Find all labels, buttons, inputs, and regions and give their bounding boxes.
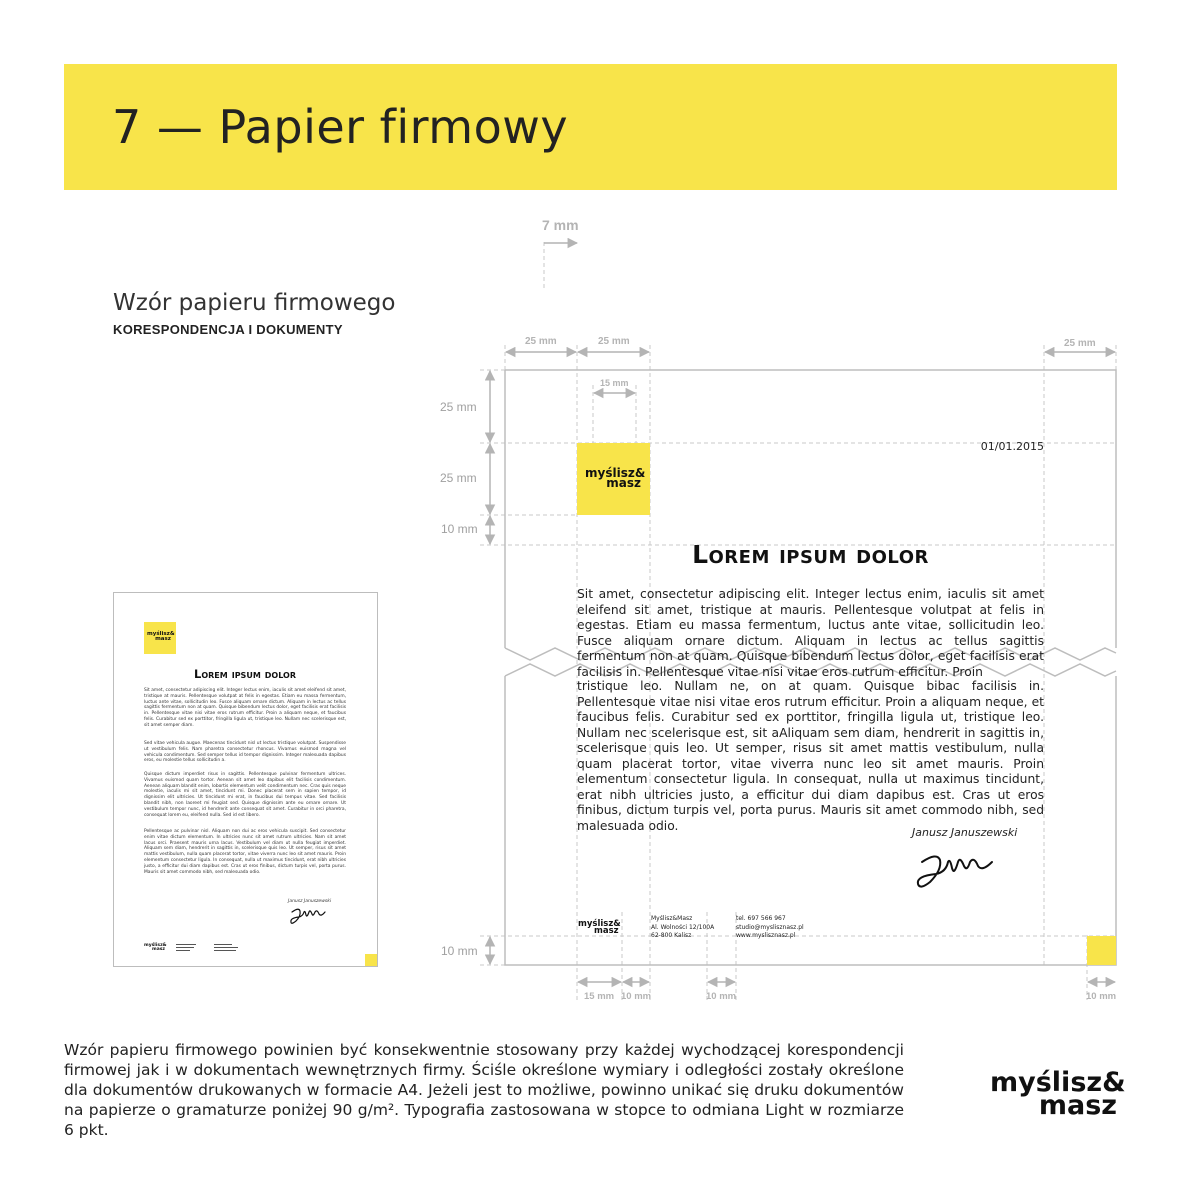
letter-footer-logo: myślisz& masz — [578, 919, 621, 937]
signature-icon — [912, 848, 1002, 893]
brand-logo: myślisz& masz — [990, 1067, 1126, 1121]
letter-body-top: Sit amet, consectetur adipiscing elit. Integer lectus enim, iaculis sit amet eleifend sit amet, tristique at mauris. Pellentesque volutpat at felis in egestas. Etiam eu massa fermentum, luctus ante vitae, sollicitudin leo. Fusce aliquam ornare dictum. Aliquam in lectus ac tellus sagittis fermentum non at quam. Quisque bibendum lectus dolor, eget facilisis erat facilisis in. Pellentesque vitae nisi vitae eros rutrum efficitur. Proin — [577, 587, 1044, 679]
page-title: 7 — Papier firmowy — [112, 100, 569, 154]
letter-title: Lorem ipsum dolor — [692, 540, 929, 569]
preview-footer-logo: myślisz& masz — [144, 943, 167, 952]
preview-paragraph-4: Pellentesque ac pulvinar nisl. Aliquam non dui ac eros vehicula suscipit. Sed consectetur enim vitae dictum elementum. In ultricies nunc sit amet rutrum ultricies. Nam sit amet lacus orci. Praesent mauris urna lacus. Vestibulum vel diam ut nulla feugiat imperdiet. Aliquam sem diam, hendrerit in sagittis in, scelerisque quis leo. Ut semper, risus sit amet mattis vestibulum, nulla quam placerat tortor, vitae viverra nunc leo sit amet mauris. Proin elementum consectetur ligula. In consequat, nulla ut maximus tincidunt, erat nibh ultricies justo, a efficitur dui diam dapibus est. Cras ut eros finibus, dictum turpis vel, porta purus. Mauris sit amet commodo nibh, sed malesuada odio. — [144, 829, 346, 875]
preview-paragraph-1: Sit amet, consectetur adipiscing elit. Integer lectus enim, iaculis sit amet eleifend sit amet, tristique at mauris. Pellentesque volutpat at felis in egestas. Etiam eu massa fermentum, luctus ante vitae, sollicitudin leo. Fusce aliquam ornare dictum. Aliquam in lectus ac tellus sagittis fermentum non at quam. Quisque bibendum lectus dolor, eget facilisis erat facilisis in. Pellentesque vitae nisi vitae eros rutrum efficitur. Proin a aliquam neque, et faucibus felis. Curabitur sed ex porttitor, fringilla ligula ut, tristique leo. Nullam nec scelerisque est, sit amet semper diam. — [144, 688, 346, 728]
dim-right-margin: 25 mm — [1064, 338, 1096, 349]
description-text: Wzór papieru firmowego powinien być konsekwentnie stosowany przy każdej wychodzącej korespondencji firmowej jak i w dokumentach wewnętrznych firmy. Ściśle określone wymiary i odległości zostały określone dla dokumentów drukowanych w formacie A4. Jeżeli jest to możliwe, powinno unikać się druku dokumentów na papierze o gramaturze poniżej 90 g/m². Typografia zastosowana w stopce to odmiana Light w rozmiarze 6 pkt. — [64, 1041, 904, 1139]
section-subtitle: KORESPONDENCJA I DOKUMENTY — [113, 322, 343, 337]
letter-signature-name: Janusz Januszewski — [912, 826, 1018, 839]
letter-body-bottom: tristique leo. Nullam ne, on at quam. Quisque bibac facilisis in. Pellentesque vitae nisi vitae eros rutrum efficitur. Proin a aliquam neque, et faucibus felis. Curabitur sed ex porttitor, fringilla ligula ut, tristique leo. Nullam nec scelerisque est, sit aAliquam sem diam, hendrerit in sagittis in, scelerisque quis leo. Ut semper, risus sit amet mattis vestibulum, nulla quam placerat tortor, vitae viverra nunc leo sit amet mauris. Proin elementum consectetur ligula. In consequat, nulla ut maximus tincidunt, erat nibh ultricies justo, a efficitur dui diam dapibus est. Cras ut eros finibus, dictum turpis vel, porta purus. Mauris sit amet commodo nibh, sed malesuada odio. — [577, 679, 1044, 833]
dim-left-margin: 25 mm — [525, 336, 557, 347]
dim-footer-10a: 10 mm — [621, 991, 652, 1002]
letter-corner-mark — [1087, 936, 1116, 965]
preview-title: Lorem ipsum dolor — [194, 667, 296, 681]
dim-footer-10b: 10 mm — [706, 991, 737, 1002]
section-title: Wzór papieru firmowego — [113, 290, 396, 316]
dim-footer-15: 15 mm — [584, 991, 615, 1002]
preview-footer-col1 — [176, 944, 198, 953]
dim-logo-height: 25 mm — [440, 471, 477, 485]
preview-paragraph-2: Sed vitae vehicula augue. Maecenas tincidunt nisl ut lectus tristique volutpat. Suspendisse ut vestibulum felis. Nam pharetra consectetur rhoncus. Vivamus euismod magna vel vehicula condimentum. Sed semper tellus id tempor dignissim. Integer malesuada dapibus eros, eu molestie tellus sollicitudin a. — [144, 741, 346, 764]
dim-top-margin: 25 mm — [440, 400, 477, 414]
dim-footer-10c: 10 mm — [1086, 991, 1117, 1002]
preview-logo: myślisz& masz — [147, 631, 175, 642]
preview-paragraph-3: Quisque dictum imperdiet risus in sagittis. Pellentesque pulvinar fermentum ultrices. Vivamus euismod quam tortor. Aenean sit amet leo dapibus elit facilisis condimentum. Aenean aliquam blandit enim, lobortis elementum velit condimentum nec. Cras quis neque molestie, iaculis mi sit amet, tincidunt mi. Donec placerat sem in sapien tempor, id dignissim elit ultricies. Ut tincidunt mi erat, in faucibus dui tempus vitae. Sed facilisis blandit nibh, non laoreet mi feugiat sed. Quisque dignissim ante eu ornare ornare. Ut vestibulum tempor nunc, id hendrerit ante consequat sit amet. Curabitur in orci pharetra, consequat lorem eu, eleifend nulla. Sed id est libero. — [144, 772, 346, 818]
dim-logo-width: 25 mm — [598, 336, 630, 347]
preview-corner-mark — [365, 954, 377, 966]
dim-logo-inner: 15 mm — [600, 378, 629, 388]
letter-footer-address: Myślisz&Masz Al. Wolności 12/100A 62-800 Kalisz — [651, 915, 715, 939]
preview-footer-col2 — [214, 944, 240, 953]
letter-footer-contact: tel. 697 566 967 studio@myslisznasz.pl www.myslisznasz.pl — [736, 915, 804, 939]
dim-top-offset: 7 mm — [542, 217, 579, 233]
dim-bottom-margin: 10 mm — [441, 944, 478, 958]
dim-gap-below-logo: 10 mm — [441, 522, 478, 536]
letter-date: 01/01.2015 — [980, 440, 1044, 453]
preview-signature-icon — [288, 905, 328, 927]
preview-signature-name: Janusz Januszewski — [288, 899, 332, 904]
letter-logo: myślisz& masz — [585, 466, 646, 491]
